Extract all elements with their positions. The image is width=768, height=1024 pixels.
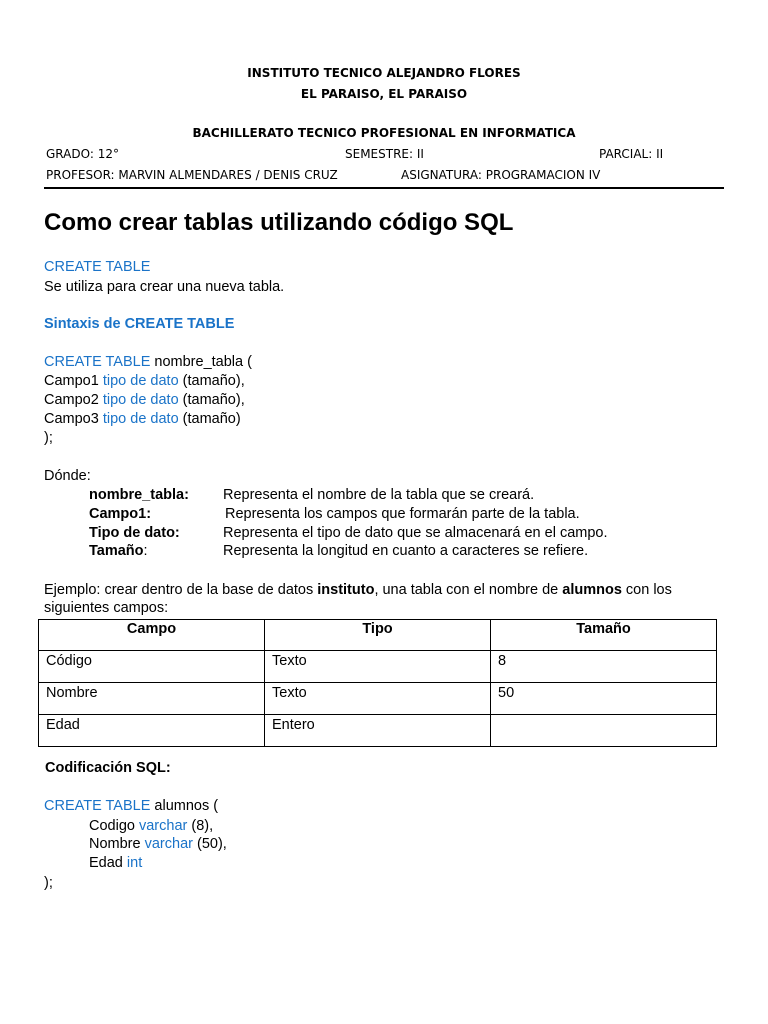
institution-location: EL PARAISO, EL PARAISO bbox=[300, 87, 468, 101]
code-field-line bbox=[89, 836, 227, 852]
example-text: Ejemplo: crear dentro de la base de datos bbox=[44, 582, 318, 598]
example-line2: siguientes campos: bbox=[44, 600, 169, 616]
sql-keyword: CREATE TABLE bbox=[44, 354, 151, 370]
field-type: varchar bbox=[144, 836, 193, 852]
profesor-label: PROFESOR: MARVIN ALMENDARES / DENIS CRUZ bbox=[46, 168, 338, 182]
section-description: Se utiliza para crear una nueva tabla. bbox=[44, 279, 285, 295]
table-cell: Edad bbox=[39, 715, 265, 747]
table-row bbox=[39, 683, 717, 715]
syntax-field-line bbox=[44, 373, 245, 389]
syntax-line-create bbox=[44, 354, 252, 370]
field-name: Nombre bbox=[89, 836, 145, 852]
field-name: Campo2 bbox=[44, 392, 103, 408]
where-label: Dónde: bbox=[44, 468, 91, 484]
example-database-name: instituto bbox=[317, 582, 375, 598]
field-size: (50), bbox=[192, 836, 227, 852]
code-close: ); bbox=[44, 875, 53, 891]
where-term: nombre_tabla: bbox=[89, 487, 189, 503]
where-description: Representa la longitud en cuanto a caracteres se refiere. bbox=[223, 543, 589, 559]
example-paragraph bbox=[44, 582, 672, 598]
field-type: tipo de dato bbox=[102, 411, 179, 427]
grado-label: GRADO: 12° bbox=[46, 147, 119, 161]
code-heading: Codificación SQL: bbox=[45, 760, 171, 776]
code-field-line bbox=[89, 855, 142, 871]
example-text: , una tabla con el nombre de bbox=[374, 582, 563, 598]
syntax-heading: Sintaxis de CREATE TABLE bbox=[44, 316, 235, 332]
where-term: Tipo de dato: bbox=[89, 525, 180, 541]
column-header: Tipo bbox=[265, 620, 491, 651]
field-size: (tamaño), bbox=[178, 392, 245, 408]
field-type: tipo de dato bbox=[102, 392, 179, 408]
syntax-field-line bbox=[44, 392, 245, 408]
where-description: Representa los campos que formarán parte de la tabla. bbox=[225, 506, 580, 522]
table-cell: Nombre bbox=[39, 683, 265, 715]
table-cell: Texto bbox=[265, 651, 491, 683]
table-cell: Texto bbox=[265, 683, 491, 715]
code-field-line bbox=[89, 818, 213, 834]
where-description: Representa el tipo de dato que se almacenará en el campo. bbox=[223, 525, 608, 541]
sql-table-name: alumnos ( bbox=[150, 798, 219, 814]
syntax-close: ); bbox=[44, 430, 53, 446]
where-term-line bbox=[89, 543, 148, 559]
program-name: BACHILLERATO TECNICO PROFESIONAL EN INFORMATICA bbox=[192, 126, 576, 140]
table-cell: 50 bbox=[491, 683, 717, 715]
table-header-row bbox=[39, 620, 717, 651]
example-text: con los bbox=[621, 582, 672, 598]
example-table-name: alumnos bbox=[562, 582, 622, 598]
field-type: tipo de dato bbox=[102, 373, 179, 389]
field-type: int bbox=[126, 855, 143, 871]
section-heading-create-table: CREATE TABLE bbox=[44, 259, 151, 275]
parcial-label: PARCIAL: II bbox=[599, 147, 664, 161]
header-divider bbox=[44, 187, 724, 189]
field-size: (tamaño), bbox=[178, 373, 245, 389]
sql-table-name: nombre_tabla ( bbox=[150, 354, 252, 370]
table-cell: Código bbox=[39, 651, 265, 683]
field-type: varchar bbox=[138, 818, 188, 834]
table-cell: 8 bbox=[491, 651, 717, 683]
column-header: Tamaño bbox=[491, 620, 717, 651]
column-header: Campo bbox=[39, 620, 265, 651]
field-name: Campo1 bbox=[44, 373, 103, 389]
code-line-create bbox=[44, 798, 218, 814]
table-cell bbox=[491, 715, 717, 747]
field-name: Campo3 bbox=[44, 411, 103, 427]
field-name: Edad bbox=[89, 855, 127, 871]
sql-keyword: CREATE TABLE bbox=[44, 798, 151, 814]
fields-table bbox=[38, 619, 717, 747]
table-row bbox=[39, 651, 717, 683]
where-description: Representa el nombre de la tabla que se creará. bbox=[223, 487, 535, 503]
field-name: Codigo bbox=[89, 818, 139, 834]
table-cell: Entero bbox=[265, 715, 491, 747]
where-term-suffix: : bbox=[143, 543, 148, 559]
asignatura-label: ASIGNATURA: PROGRAMACION IV bbox=[401, 168, 601, 182]
semestre-label: SEMESTRE: II bbox=[345, 147, 424, 161]
syntax-field-line bbox=[44, 411, 241, 427]
table-row bbox=[39, 715, 717, 747]
field-size: (8), bbox=[187, 818, 214, 834]
field-size: (tamaño) bbox=[178, 411, 241, 427]
institution-name: INSTITUTO TECNICO ALEJANDRO FLORES bbox=[247, 66, 521, 80]
where-term: Campo1: bbox=[89, 506, 152, 522]
page-title: Como crear tablas utilizando código SQL bbox=[44, 209, 514, 236]
where-term: Tamaño bbox=[89, 543, 144, 559]
